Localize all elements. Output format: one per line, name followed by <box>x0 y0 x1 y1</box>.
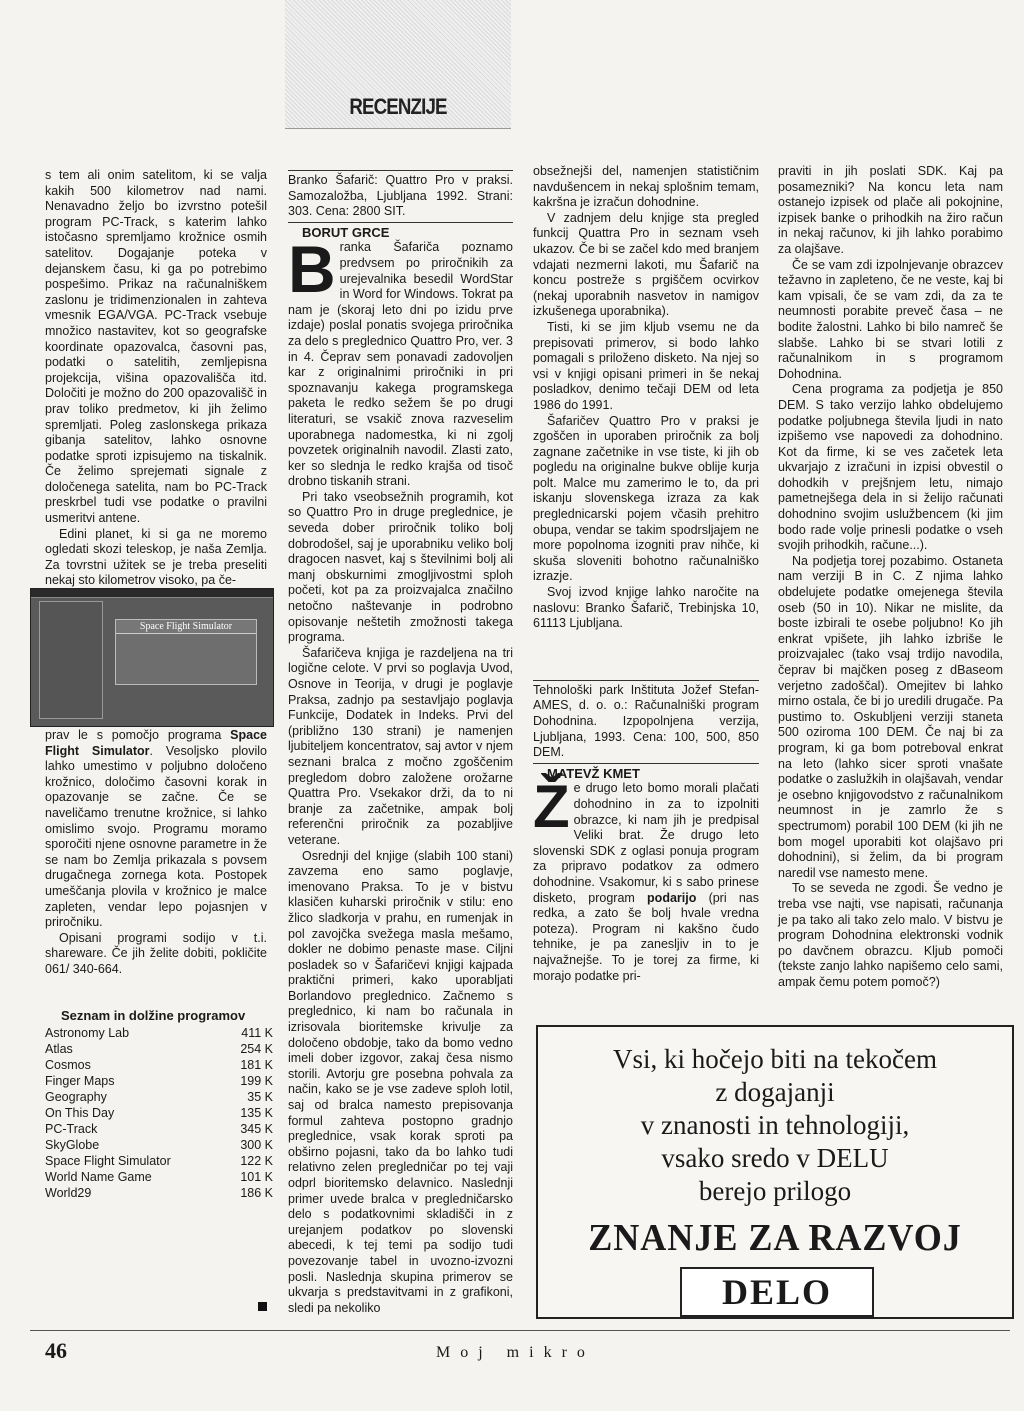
paragraph: Že drugo leto bomo morali plačati dohodnino in za to izpolniti obrazce, ki nam jih je predpisal Veliki brat. Že drugo leto slovenski SDK z oglasi ponuja program za pripravo podatkov za odmero dohodnine. Vsakomur, ki s sabo prinese disketo, program podarijo (pri nas redka, a zato še bolj hvale vredna poteza). Program ni kakšno čudo tehnike, je pa zanesljiv in to je najvažnejše. To je torej za firme, ki morajo podatke pri- <box>533 773 759 983</box>
program-name: Astronomy Lab <box>45 1026 130 1041</box>
paragraph: prav le s pomočjo programa Space Flight Simulator. Vesoljsko plovilo lahko umestimo v poljubno določeno krožnico, določimo časovni korak in opazovanje se začne. Če se naveličamo trenutne krožnice, si lahko omislimo svojo. Programu moramo sporočiti njene osnovne parametre in že se nam bo Zemlja prikazala s povsem drugačnega zornega kota. Postopek umeščanja plovila v krožnico je malce zapleten, vendar lepo pojasnjen v priročniku. <box>45 728 268 930</box>
paragraph: praviti in jih poslati SDK. Kaj pa posamezniki? Na koncu leta nam ostanejo izpisek od plače ali pokojnine, izpisek banke o prihodkih na žiro račun in nekaj računov, ki jih lahko porabimo za olajšave. <box>778 164 1003 256</box>
paragraph: To se seveda ne zgodi. Še vedno je treba vse najti, vse napisati, računanja je pa tako ali tako zelo malo. V bistvu je program Dohodnina elektronski vodnik po davčnem obrazcu. Kljub pomoči (tekste zanjo lahko napišemo celo sami, ampak čemu potem pomoč?) <box>778 881 1003 989</box>
paragraph: Na podjetja torej pozabimo. Ostaneta nam verziji B in C. Z njima lahko obdelujete podatke omejenega števila oseb (50 in 10). Nikar ne mislite, da boste izbirali te osebe poljubno! Ko jih enkrat vpišete, jih lahko izbriše le proizvajalec (tako vsaj trdijo navodila, čeprav bi majčken poseg z dBaseom verjetno zadoščal). Omejitev bi lahko mirno ostala, če bi jo uredili drugače. Pa pustimo to. Oskubljeni verziji staneta 500 oziroma 100 DEM. Če naj bi za program, ki ga bom potreboval enkrat na leto (lahko sicer sproti vnašate podatke o zaslužkih in olajšavah, vendar je osebno knjigovodstvo z računalnikom neumnost in je zamrlo že s spectrumom) porabil 100 DEM (ki jih ne bom mogel uporabiti kot olajšavo pri dohodnini), si želim, da bi program naredil vse namesto mene. <box>778 553 1003 880</box>
ad-headline: ZNANJE ZA RAZVOJ <box>588 1217 962 1259</box>
program-row <box>45 1137 273 1153</box>
footer-rule <box>30 1330 1010 1331</box>
page-number: 46 <box>45 1338 67 1363</box>
section-header <box>285 0 511 129</box>
program-name: World Name Game <box>45 1170 152 1185</box>
delo-logo: DELO <box>680 1267 874 1317</box>
article-end-mark <box>258 1302 267 1311</box>
program-size: 186 K <box>240 1186 273 1201</box>
paragraph: obsežnejši del, namenjen statističnim navdušencem in nekaj splošnim temam, kakršna je izračun dohodnine. <box>533 164 759 210</box>
paragraph: s tem ali onim satelitom, ki se valja kakih 500 kilometrov nad nami. Nenavadno željo bo izvrstno potešil program PC-Track, s katerim lahko istočasno spremljamo krožnice osmih satelitov. Dogajanje poteka v dejanskem času, ki ga po potrebimo pospešimo. Prikaz na računalniškem zaslonu je tridimenzionalen in zahteva vmesnik EGA/VGA. PC-Track vsebuje množico nastavitev, kot so geografske koordinate opazovalca, časovni pas, podatki o satelitih, zemljepisna projekcija, višina opazovališča itd. Določiti je možno do 200 opazovališč in prav toliko predmetov, ki jih želimo spremljati. Poleg zaslonskega prikaza gibanja satelitov, lahko osnovne podatke sproti izpisujemo na tiskalnik. Če želimo sprejemati signale z določenega satelita, nam bo PC-Track preskrbel tudi vse podatke o pravilni usmeritvi antene. <box>45 168 267 526</box>
program-list-title: Seznam in dolžine programov <box>61 1007 246 1023</box>
program-name: Finger Maps <box>45 1074 115 1089</box>
paragraph: V zadnjem delu knjige sta pregled funkcij Quattra Pro in seznam vseh ukazov. Če bi se začel kdo med branjem vdajati nezmerni lakoti, mu Šafarič na koncu postreže s prgiščem ocvirkov (nekaj uporabnih nasvetov in namigov izkušenega uporabnika). <box>533 210 759 319</box>
simulator-screenshot <box>30 588 274 727</box>
program-size: 254 K <box>240 1042 273 1057</box>
program-name: PC-Track <box>45 1122 98 1137</box>
screenshot-titlebar <box>31 589 273 598</box>
paragraph: Šafaričev Quattro Pro v praksi je zgoščen in uporaben priročnik za bolj zagnane začetnike in vse tiste, ki jih ob pogledu na originalne bukve oblije kurja polt. Malce mu zamerimo le to, da pri iskanju slovenskega izraza za kak preglednicarski pojem včasih prehitro obupa, vendar se takim spodrsljajem ne more popolnoma izogniti prav nihče, ki skuša sloveniti bohotno računalniško izrazje. <box>533 413 759 584</box>
paragraph: Branka Šafariča poznamo predvsem po priročnikih za urejevalnika besedil WordStar in Word for Windows. Tokrat pa nam je (skoraj leto dni po izidu prve izdaje) poslal ponatis svojega priročnika za delo s preglednico Quattro Pro, ver. 3 in 4. Čeprav sem ponavadi zadovoljen kar z originalnimi priročniki in pri spoznavanju kakega programskega paketa le redko sežem še po drugi literaturi, se vsakič znova razveselim uporabnega nadomestka, ki ni zgolj povzetek originalnih navodil. Zlasti zato, ker so slednja le redko krajša od tisoč drobno tiskanih strani. <box>288 232 513 489</box>
program-size: 300 K <box>240 1138 273 1153</box>
program-size: 122 K <box>240 1154 273 1169</box>
program-name: Space Flight Simulator <box>45 1154 171 1169</box>
paragraph: Cena programa za podjetja je 850 DEM. S tako verzijo lahko obdelujemo podatke poljubnega števila ljudi in nato izpišemo vse napovedi za dohodnino. Kot da firme, ki se ves začetek leta ukvarjajo z izračuni in izpisi obvestil o dohodkih v prejšnjem letu, nimajo pametnejšega dela in si želijo računati dohodnino svojim uslužbencem (ki jim bodo rade volje prinesli podatke o vseh svojih prihodkih, račune...). <box>778 382 1003 553</box>
program-name: On This Day <box>45 1106 115 1121</box>
program-size: 199 K <box>240 1074 273 1089</box>
section-title: RECENZIJE <box>349 94 447 119</box>
paragraph: Edini planet, ki si ga ne moremo ogledati skozi teleskop, je naša Zemlja. Za tovrstni užitek se je treba preseliti nekaj sto kilometrov visoko, pa če- <box>45 526 267 588</box>
author-byline: MATEVŽ KMET <box>547 765 640 781</box>
screenshot-left-panel <box>39 601 103 719</box>
program-row <box>45 1105 273 1121</box>
program-row <box>45 1057 273 1073</box>
program-row <box>45 1121 273 1137</box>
program-name: Cosmos <box>45 1058 91 1073</box>
program-name: World29 <box>45 1186 92 1201</box>
paragraph: Šafaričeva knjiga je razdeljena na tri logične celote. V prvi so poglavja Uvod, Osnove in Teorija, v drugi je poglavje Praksa, zadnjo pa sestavljajo poglavja Funkcije, Dodatek in Indeks. Prvi del (približno 130 strani) je namenjen ljubiteljem koncentratov, saj avtor v njem seznani bralca z močno zgoščenim pregledom dobro založene orožarne Quattra Pro. Vsekakor drži, da to ni branje za začetnike, ampak bolj referenčni priročnik za pozabljive veterane. <box>288 645 513 847</box>
program-row <box>45 1025 273 1041</box>
program-name: SkyGlobe <box>45 1138 100 1153</box>
drop-cap: Ž <box>533 773 570 841</box>
book-info: Tehnološki park Inštituta Jožef Stefan-AMES, d. o. o.: Računalniški program Dohodnina. Izpopolnjena verzija, Ljubljana, 1993. Cena: 100, 500, 850 DEM. <box>533 682 759 760</box>
program-row <box>45 1185 273 1201</box>
drop-cap: B <box>288 232 336 307</box>
program-size: 35 K <box>247 1090 273 1105</box>
column-1-continued <box>45 728 273 1201</box>
program-row <box>45 1153 273 1169</box>
book-info: Branko Šafarič: Quattro Pro v praksi. Samozaložba, Ljubljana 1992. Strani: 303. Cena: 2800 SIT. <box>288 173 513 219</box>
screenshot-title: Space Flight Simulator <box>116 620 256 634</box>
program-list <box>45 1025 273 1201</box>
program-size: 101 K <box>240 1170 273 1185</box>
column-2 <box>288 168 513 1316</box>
paragraph: Svoj izvod knjige lahko naročite na naslovu: Branko Šafarič, Trebinjska 10, 61113 Ljubljana. <box>533 585 759 631</box>
paragraph: Če se vam zdi izpolnjevanje obrazcev težavno in zapleteno, če ne veste, kaj bi kam vpisali, če se vam zdi, da za te neumnosti porabite preveč časa – ne bodite žalostni. Lahko bi bilo namreč še slabše. Lahko bi se stvari lotili z računalnikom in s programom Dohodnina. <box>778 257 1003 381</box>
column-3 <box>533 164 759 984</box>
magazine-name: Moj mikro <box>436 1344 595 1361</box>
program-name: Atlas <box>45 1042 73 1057</box>
screenshot-dialog <box>115 619 257 685</box>
paragraph: Tisti, ki se jim kljub vsemu ne da prepisovati primerov, si bodo lahko pomagali s priloženo disketo. Na njej so vsi v knjigi opisani primeri in še nekaj posladkov, denimo tečaji DEM od leta 1986 do 1991. <box>533 319 759 412</box>
column-4 <box>778 164 1003 990</box>
author-byline: BORUT GRCE <box>302 224 390 240</box>
program-size: 345 K <box>240 1122 273 1137</box>
program-row <box>45 1169 273 1185</box>
program-size: 181 K <box>240 1058 273 1073</box>
program-row <box>45 1073 273 1089</box>
column-1 <box>45 168 267 589</box>
program-size: 135 K <box>240 1106 273 1121</box>
advertisement-box <box>536 1025 1014 1319</box>
paragraph: Opisani programi sodijo v t.i. shareware. Če jih želite dobiti, pokličite 061/ 340-664. <box>45 930 267 976</box>
program-row <box>45 1089 273 1105</box>
program-name: Geography <box>45 1090 107 1105</box>
program-size: 411 K <box>241 1026 273 1041</box>
ad-slogan: Vsi, ki hočejo biti na tekočem z dogajanji v znanosti in tehnologiji, vsako sredo v DELU berejo prilogo <box>613 1044 937 1206</box>
program-row <box>45 1041 273 1057</box>
paragraph: Osrednji del knjige (slabih 100 stani) zavzema eno samo poglavje, imenovano Praksa. To je v bistvu klasičen kuharski priročnik v stilu: eno žlico sladkorja v prahu, en rumenjak in pol zavojčka svežega masla mešamo, dokler ne dobimo penaste mase. Ciljni posladek so v Šafaričevi knjigi kajpada praktični primeri, kako uporabljati Borlandovo preglednico. Začnemo s preglednico, ki nam bo računala in izrisovala bioritemske krivulje za določeno obdobje, tako da bomo vedno imeli dober izgovor, zakaj česa nismo storili. Avtorju gre posebna pohvala za način, kako se je vse zadeve sploh lotil, saj od bralca namesto prepisovanja formul zahteva postopno gradnjo preglednice, vsak korak sproti pa obširno pojasni, tako da bo lahko tudi relativno zelen pregledničar po tej vaji odprl bioritemsko delavnico. Naslednji primer uvede bralca v pregledničarsko delo s podatkovnimi skladišči in z urejanjem podatkov po slovenski abecedi, k tej temi pa sodijo tudi povezovanje tabel in uvozno-izvozni posli. Naslednja skupina primerov se ukvarja s predstavitvami in z grafikoni, sledi pa nekoliko <box>288 848 513 1315</box>
paragraph: Pri tako vseobsežnih programih, kot so Quattro Pro in druge preglednice, je seveda dober priročnik toliko bolj dobrodošel, saj je uporabniku veliko bolj dragocen nasvet, kaj s številnimi bolj ali manj obskurnimi zmogljivostmi sploh početi, kot pa za proizvajalca značilno netočno naštevanje in podrobno opisovanje neštetih zmožnosti takega programa. <box>288 489 513 645</box>
